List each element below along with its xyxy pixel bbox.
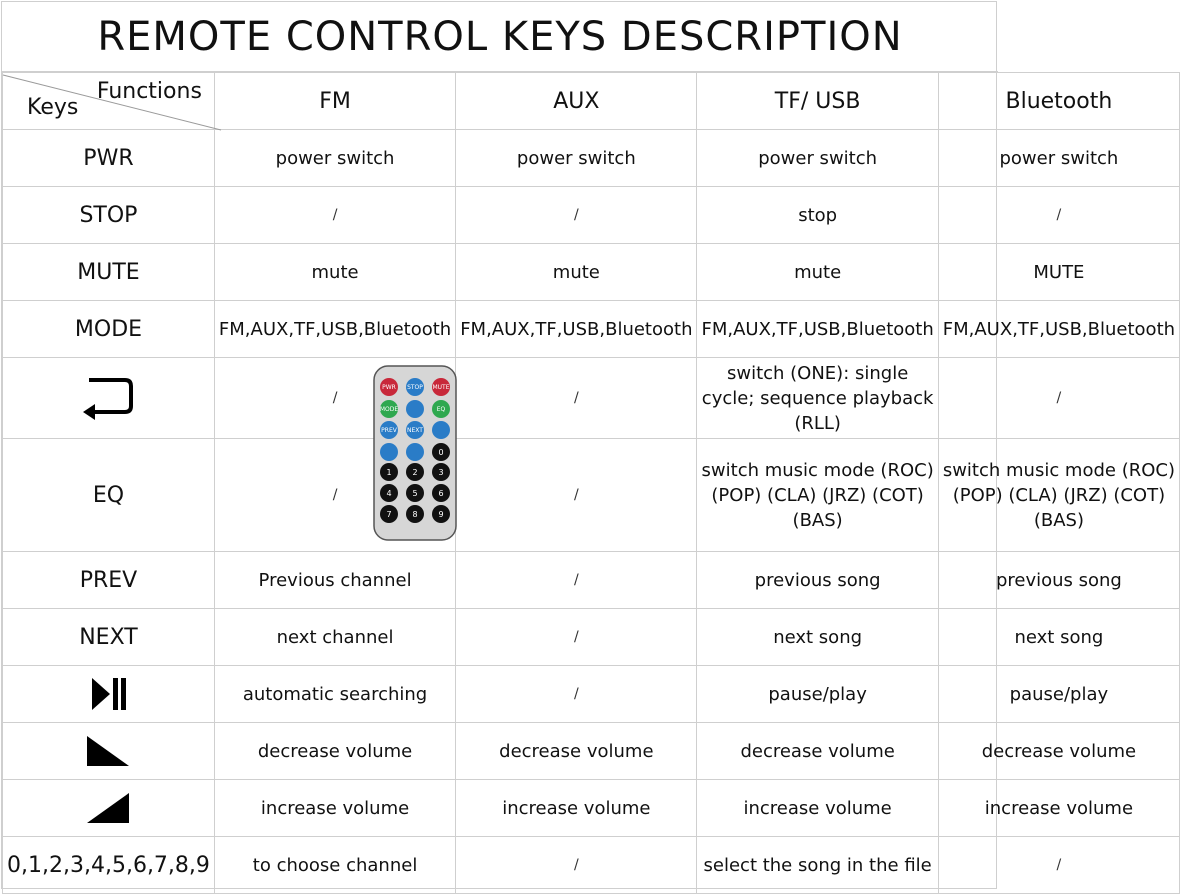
- remote-button-5: [406, 484, 424, 502]
- svg-text:4: 4: [386, 489, 392, 498]
- svg-text:MODE: MODE: [379, 406, 399, 413]
- key-cell: MUTE: [3, 244, 215, 301]
- function-cell-bluetooth: increase volume: [938, 780, 1179, 837]
- svg-text:0: 0: [438, 448, 444, 457]
- remote-button-return: [406, 400, 424, 418]
- remote-button-stop: [406, 378, 424, 396]
- remote-button-7: [380, 505, 398, 523]
- column-header-bluetooth: Bluetooth: [938, 73, 1179, 130]
- function-cell-bluetooth: /: [938, 837, 1179, 894]
- function-cell-tf-usb: next song: [697, 609, 938, 666]
- key-cell: PREV: [3, 552, 215, 609]
- svg-text:1: 1: [386, 468, 392, 477]
- table-row: [3, 780, 1180, 837]
- return-arrow-icon: [81, 385, 135, 410]
- page-title: REMOTE CONTROL KEYS DESCRIPTION: [2, 2, 998, 72]
- function-cell-bluetooth: previous song: [938, 552, 1179, 609]
- function-cell-aux: /: [456, 837, 697, 894]
- function-cell-tf-usb: previous song: [697, 552, 938, 609]
- column-header-fm: FM: [214, 73, 455, 130]
- remote-button-pwr: [380, 378, 398, 396]
- volume-down-icon: [85, 738, 131, 763]
- svg-text:5: 5: [412, 489, 418, 498]
- svg-text:PWR: PWR: [382, 384, 396, 391]
- key-cell: MODE: [3, 301, 215, 358]
- function-cell-bluetooth: pause/play: [938, 666, 1179, 723]
- svg-text:PREV: PREV: [381, 427, 397, 434]
- function-cell-tf-usb: decrease volume: [697, 723, 938, 780]
- function-cell-bluetooth: switch music mode (ROC) (POP) (CLA) (JRZ) (COT) (BAS): [938, 439, 1179, 552]
- svg-text:MUTE: MUTE: [432, 384, 450, 391]
- key-cell: EQ: [3, 439, 215, 552]
- header-corner-cell: [3, 73, 215, 130]
- table-row: [3, 187, 1180, 244]
- key-cell: [3, 723, 215, 780]
- function-cell-fm: next channel: [214, 609, 455, 666]
- remote-button-8: [406, 505, 424, 523]
- remote-button-9: [432, 505, 450, 523]
- page-frame: [1, 1, 1176, 889]
- svg-text:STOP: STOP: [407, 384, 423, 391]
- function-cell-fm: /: [214, 358, 455, 439]
- function-cell-aux: mute: [456, 244, 697, 301]
- function-cell-fm: increase volume: [214, 780, 455, 837]
- table-body: [3, 73, 1180, 894]
- svg-text:NEXT: NEXT: [407, 427, 423, 434]
- function-cell-tf-usb: power switch: [697, 130, 938, 187]
- remote-control-image: [373, 365, 457, 541]
- remote-button-eq: [432, 400, 450, 418]
- table-row: [3, 301, 1180, 358]
- table-row: [3, 723, 1180, 780]
- keys-table: [2, 72, 1180, 894]
- remote-button-0: [432, 443, 450, 461]
- key-cell: [3, 666, 215, 723]
- function-cell-aux: power switch: [456, 130, 697, 187]
- key-cell: NEXT: [3, 609, 215, 666]
- svg-text:3: 3: [438, 468, 444, 477]
- function-cell-tf-usb: switch music mode (ROC) (POP) (CLA) (JRZ) (COT) (BAS): [697, 439, 938, 552]
- function-cell-aux: increase volume: [456, 780, 697, 837]
- function-cell-fm: mute: [214, 244, 455, 301]
- function-cell-fm: decrease volume: [214, 723, 455, 780]
- function-cell-fm: Previous channel: [214, 552, 455, 609]
- function-cell-tf-usb: select the song in the file: [697, 837, 938, 894]
- function-cell-tf-usb: switch (ONE): single cycle; sequence playback (RLL): [697, 358, 938, 439]
- remote-button-4: [380, 484, 398, 502]
- volume-up-icon: [85, 795, 131, 820]
- function-cell-fm: to choose channel: [214, 837, 455, 894]
- svg-text:EQ: EQ: [436, 406, 446, 413]
- remote-button-2: [406, 463, 424, 481]
- function-cell-bluetooth: /: [938, 358, 1179, 439]
- remote-button-6: [432, 484, 450, 502]
- function-cell-bluetooth: MUTE: [938, 244, 1179, 301]
- table-row: [3, 358, 1180, 439]
- remote-button-play-pause: [432, 421, 450, 439]
- function-cell-tf-usb: FM,AUX,TF,USB,Bluetooth: [697, 301, 938, 358]
- function-cell-bluetooth: decrease volume: [938, 723, 1179, 780]
- functions-label: Functions: [96, 79, 202, 104]
- svg-text:2: 2: [412, 468, 418, 477]
- function-cell-aux: /: [456, 666, 697, 723]
- function-cell-tf-usb: pause/play: [697, 666, 938, 723]
- column-header-tf-usb: TF/ USB: [697, 73, 938, 130]
- function-cell-fm: /: [214, 439, 455, 552]
- function-cell-aux: /: [456, 187, 697, 244]
- remote-button-next: [406, 421, 424, 439]
- svg-text:8: 8: [412, 510, 418, 519]
- table-row: [3, 609, 1180, 666]
- function-cell-tf-usb: increase volume: [697, 780, 938, 837]
- key-cell: 0,1,2,3,4,5,6,7,8,9: [3, 837, 215, 894]
- remote-button-mute: [432, 378, 450, 396]
- header-row: [3, 73, 1180, 130]
- table-row: [3, 244, 1180, 301]
- function-cell-bluetooth: FM,AUX,TF,USB,Bluetooth: [938, 301, 1179, 358]
- function-cell-fm: FM,AUX,TF,USB,Bluetooth: [214, 301, 455, 358]
- function-cell-tf-usb: stop: [697, 187, 938, 244]
- remote-button-1: [380, 463, 398, 481]
- svg-text:9: 9: [438, 510, 444, 519]
- remote-button-3: [432, 463, 450, 481]
- remote-button-vol-up: [406, 443, 424, 461]
- function-cell-fm: automatic searching: [214, 666, 455, 723]
- remote-button-prev: [380, 421, 398, 439]
- key-cell: [3, 780, 215, 837]
- table-row: [3, 666, 1180, 723]
- function-cell-aux: /: [456, 609, 697, 666]
- key-cell: STOP: [3, 187, 215, 244]
- function-cell-aux: /: [456, 439, 697, 552]
- function-cell-fm: /: [214, 187, 455, 244]
- table-row: [3, 837, 1180, 894]
- table-row: [3, 439, 1180, 552]
- function-cell-bluetooth: next song: [938, 609, 1179, 666]
- table-row: [3, 552, 1180, 609]
- function-cell-fm: power switch: [214, 130, 455, 187]
- function-cell-aux: /: [456, 358, 697, 439]
- svg-text:7: 7: [386, 510, 392, 519]
- play-pause-icon: [88, 681, 128, 706]
- keys-label: Keys: [27, 95, 79, 120]
- key-cell: [3, 358, 215, 439]
- remote-button-vol-down: [380, 443, 398, 461]
- function-cell-aux: /: [456, 552, 697, 609]
- function-cell-aux: decrease volume: [456, 723, 697, 780]
- svg-text:6: 6: [438, 489, 444, 498]
- function-cell-aux: FM,AUX,TF,USB,Bluetooth: [456, 301, 697, 358]
- function-cell-bluetooth: power switch: [938, 130, 1179, 187]
- table-row: [3, 130, 1180, 187]
- key-cell: PWR: [3, 130, 215, 187]
- function-cell-tf-usb: mute: [697, 244, 938, 301]
- column-header-aux: AUX: [456, 73, 697, 130]
- function-cell-bluetooth: /: [938, 187, 1179, 244]
